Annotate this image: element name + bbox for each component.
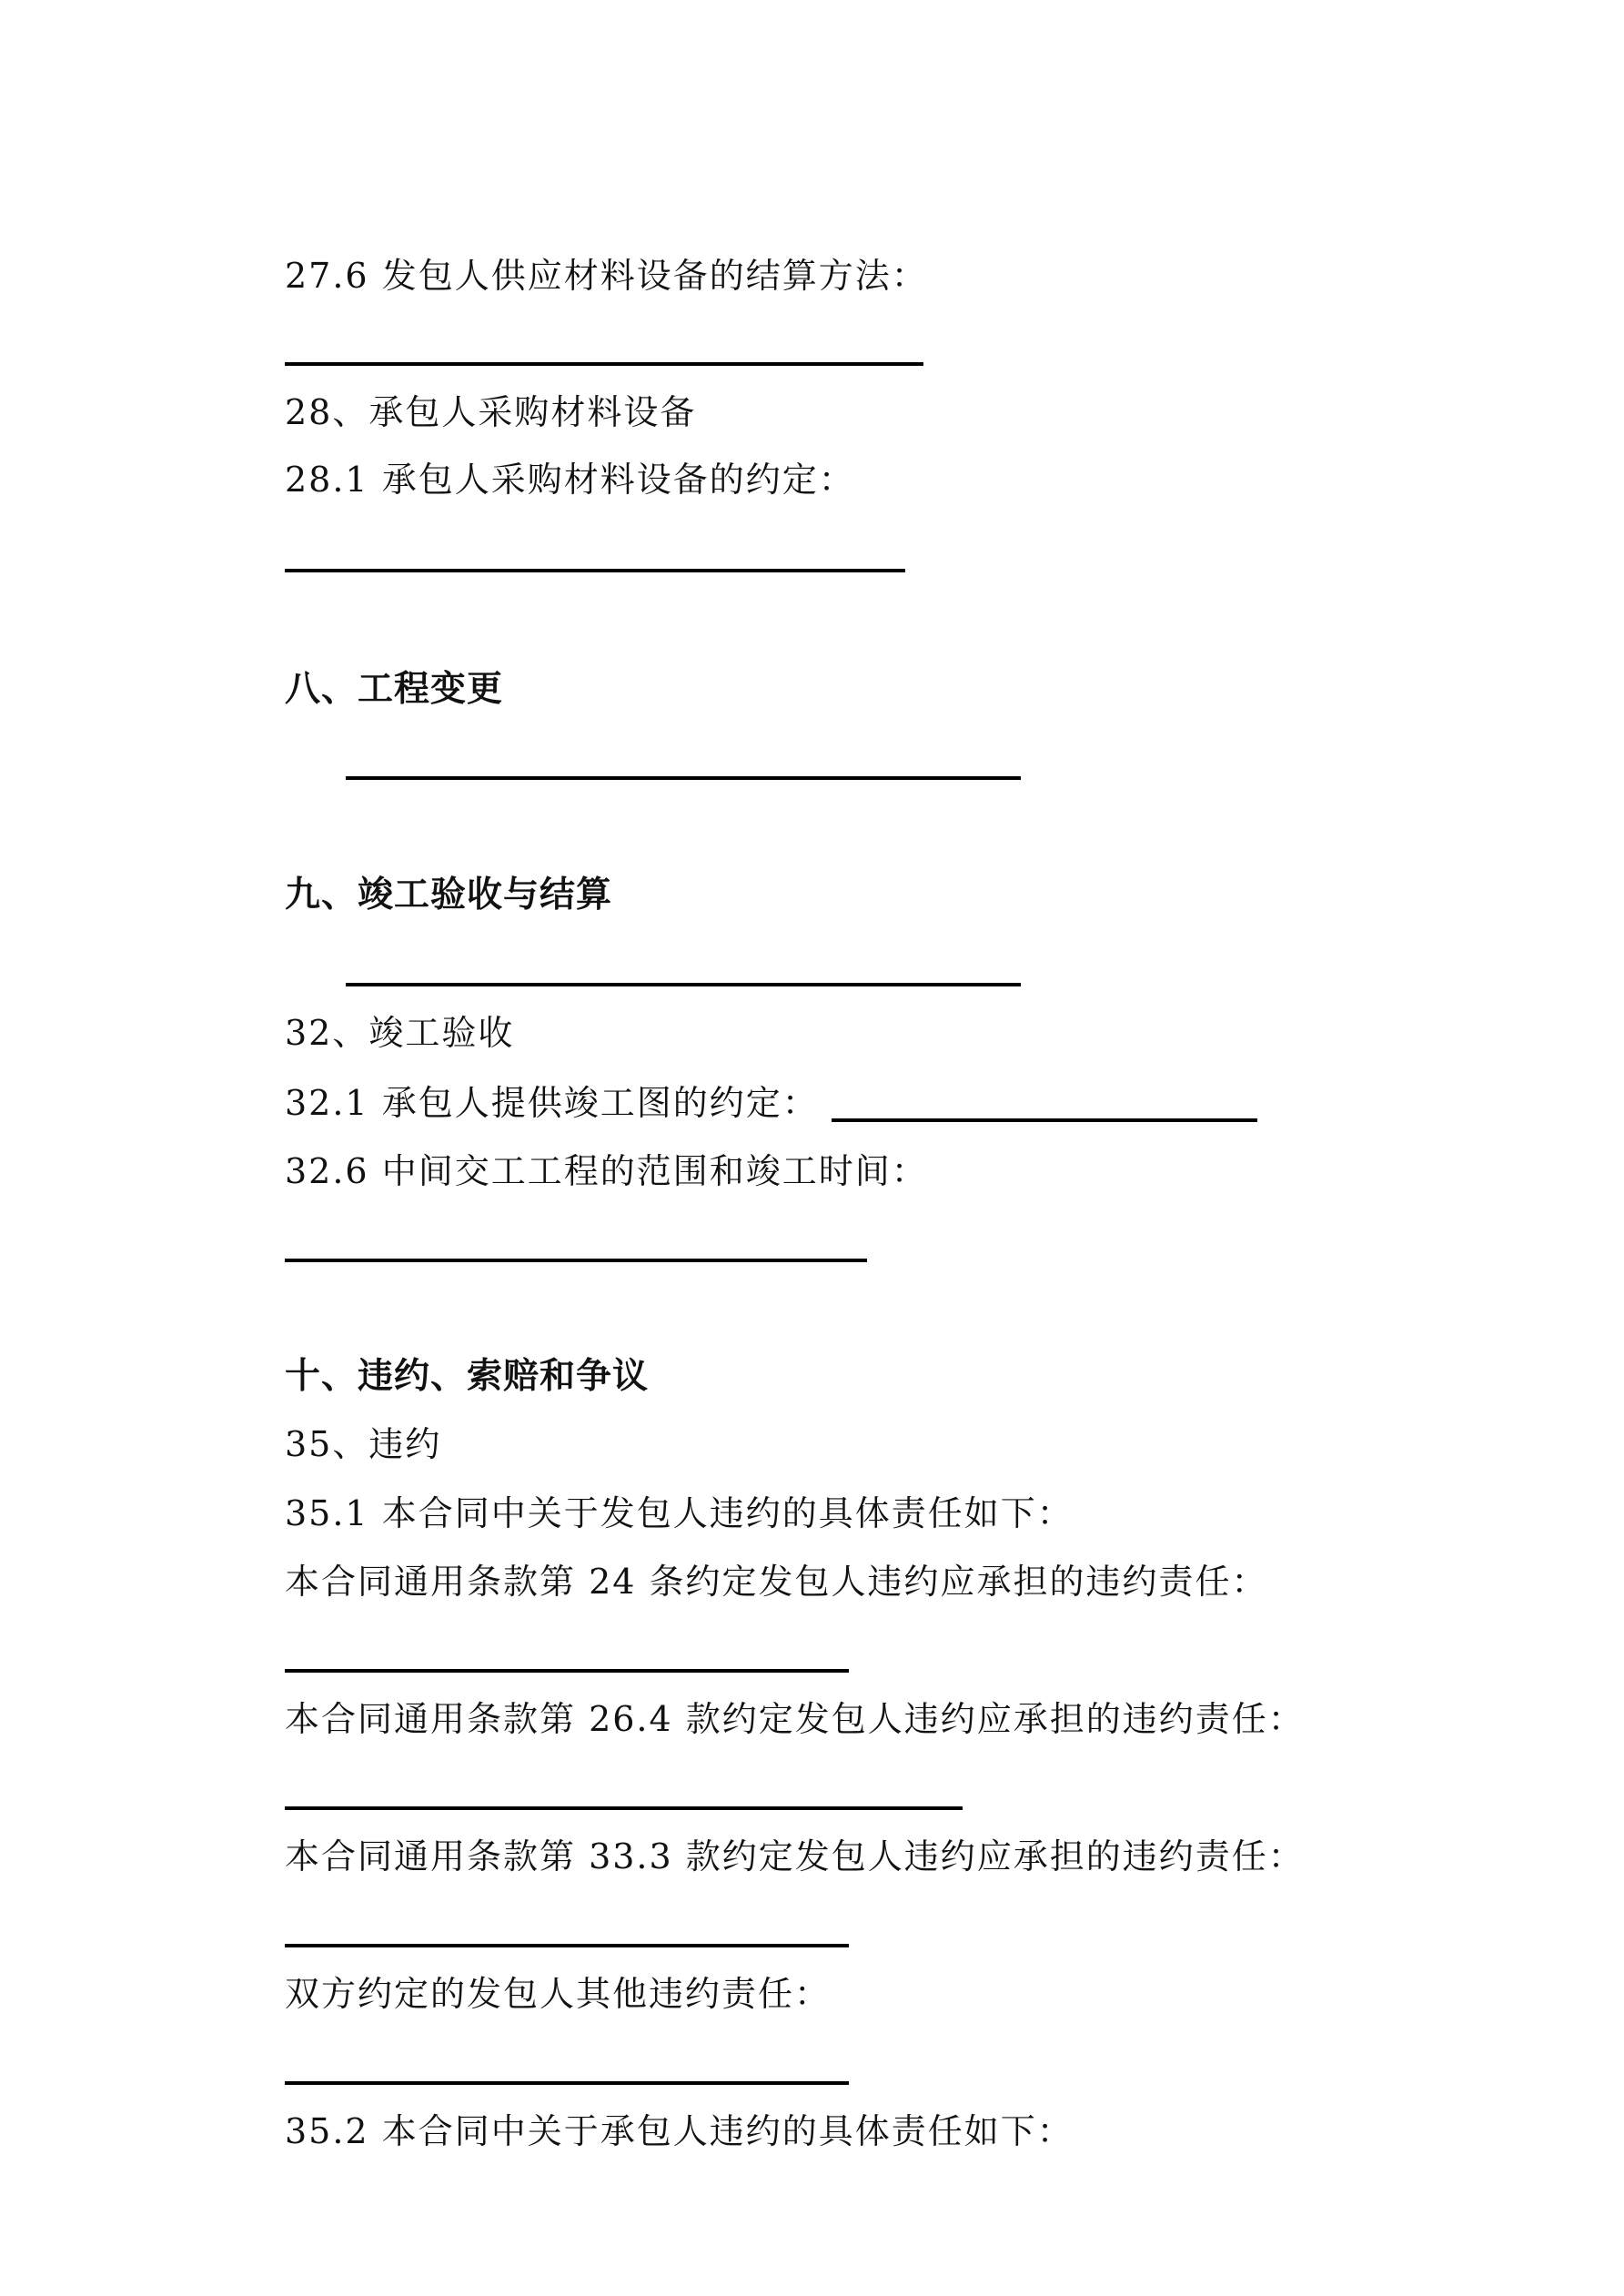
clause-27-6: 27.6 发包人供应材料设备的结算方法：: [285, 256, 928, 296]
blank-28-1[interactable]: [285, 569, 905, 572]
clause-32: 32、竣工验收: [285, 1013, 515, 1053]
blank-section-8[interactable]: [346, 776, 1021, 780]
section-heading-9: 九、竣工验收与结算: [285, 875, 613, 915]
section-heading-8: 八、工程变更: [285, 669, 504, 710]
clause-33-3-liability: 本合同通用条款第 33.3 款约定发包人违约应承担的违约责任：: [285, 1836, 1305, 1876]
blank-24-liability[interactable]: [285, 1669, 849, 1673]
blank-other-liability[interactable]: [285, 2081, 849, 2085]
clause-26-4-liability: 本合同通用条款第 26.4 款约定发包人违约应承担的违约责任：: [285, 1699, 1305, 1739]
clause-28-1: 28.1 承包人采购材料设备的约定：: [285, 460, 855, 500]
blank-27-6[interactable]: [285, 362, 923, 366]
blank-section-9[interactable]: [346, 983, 1021, 986]
clause-24-liability: 本合同通用条款第 24 条约定发包人违约应承担的违约责任：: [285, 1562, 1268, 1602]
blank-32-6[interactable]: [285, 1259, 867, 1262]
clause-32-1-row: [285, 1080, 1257, 1126]
blank-26-4-liability[interactable]: [285, 1806, 963, 1810]
clause-35-2: 35.2 本合同中关于承包人违约的具体责任如下：: [285, 2111, 1074, 2151]
blank-33-3-liability[interactable]: [285, 1944, 849, 1947]
clause-35-1: 35.1 本合同中关于发包人违约的具体责任如下：: [285, 1493, 1074, 1533]
blank-32-1[interactable]: [832, 1118, 1257, 1122]
clause-other-liability: 双方约定的发包人其他违约责任：: [285, 1974, 832, 2014]
section-heading-10: 十、违约、索赔和争议: [285, 1356, 650, 1397]
clause-35: 35、违约: [285, 1424, 442, 1464]
clause-32-1: 32.1 承包人提供竣工图的约定：: [285, 1083, 819, 1123]
clause-28: 28、承包人采购材料设备: [285, 392, 697, 432]
clause-32-6: 32.6 中间交工工程的范围和竣工时间：: [285, 1151, 928, 1191]
